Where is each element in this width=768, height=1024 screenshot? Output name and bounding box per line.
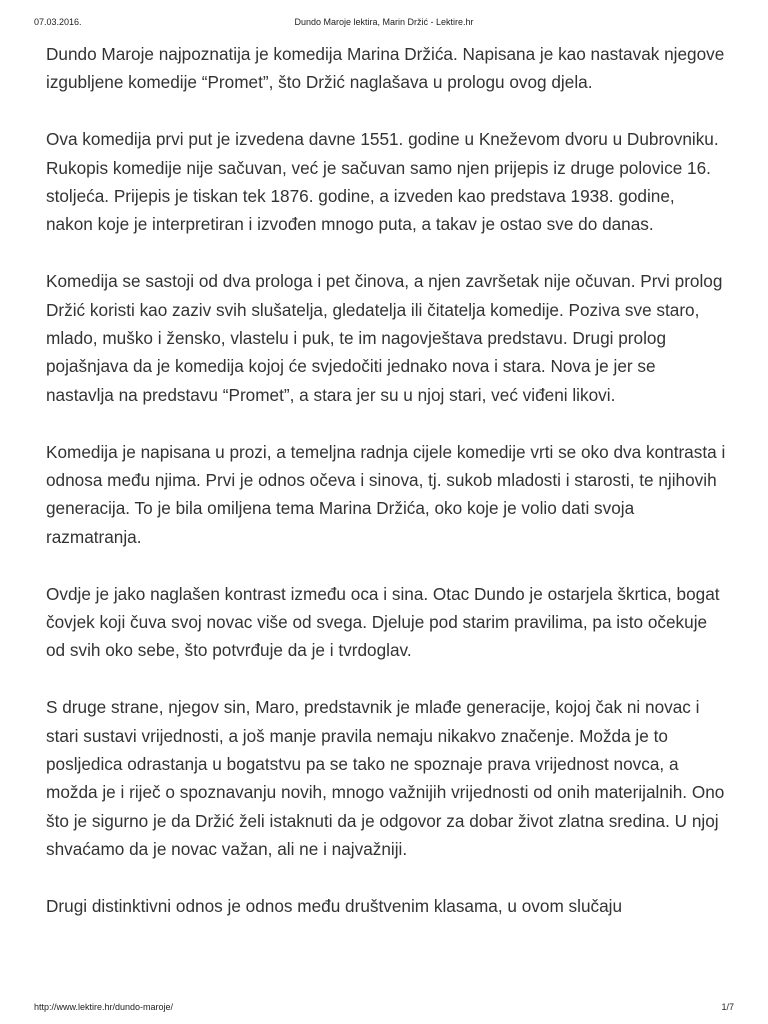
article-paragraph-7: Drugi distinktivni odnos je odnos među društvenim klasama, u ovom slučaju: [46, 896, 623, 917]
article-paragraph-3: Komedija se sastoji od dva prologa i pet činova, a njen završetak nije očuvan. Prvi prolog Držić koristi kao zaziv svih slušatelja, gledatelja ili čitatelja komedije. Poziva sve staro, mlado, muško i žensko, vlastelu i puk, te im nagovještava predstavu. Drugi prolog pojašnjava da je komedija kojoj će svjedočiti jednako nova i stara. Nova je jer se nastavlja na predstavu “Promet”, a stara jer su u njoj stari, već viđeni likovi.: [46, 271, 723, 405]
print-header: [34, 17, 734, 31]
article-paragraph-1: Dundo Maroje najpoznatija je komedija Marina Držića. Napisana je kao nastavak njegove izgubljene komedije “Promet”, što Držić naglašava u prologu ovog djela.: [46, 44, 725, 93]
print-page-title: Dundo Maroje lektira, Marin Držić - Lektire.hr: [294, 17, 474, 27]
article-body: [46, 40, 726, 949]
page-number: 1/7: [721, 1002, 734, 1012]
article-paragraph-4: Komedija je napisana u prozi, a temeljna radnja cijele komedije vrti se oko dva kontrasta i odnosa među njima. Prvi je odnos očeva i sinova, tj. sukob mladosti i starosti, te njihovih generacija. To je bila omiljena tema Marina Držića, oko koje je volio dati svoja razmatranja.: [46, 441, 726, 547]
print-footer: [34, 1002, 734, 1016]
page-url: http://www.lektire.hr/dundo-maroje/: [34, 1002, 174, 1012]
article-paragraph-5: Ovdje je jako naglašen kontrast između oca i sina. Otac Dundo je ostarjela škrtica, bogat čovjek koji čuva svoj novac više od svega. Djeluje pod starim pravilima, pa isto očekuje od svih oko sebe, što potvrđuje da je i tvrdoglav.: [46, 583, 720, 661]
article-paragraph-6: S druge strane, njegov sin, Maro, predstavnik je mlađe generacije, kojoj čak ni novac i stari sustavi vrijednosti, a još manje pravila nemaju nikakvo značenje. Možda je to posljedica odrastanja u bogatstvu pa se tako ne spoznaje prava vrijednost novca, a možda je i riječ o spoznavanju novih, mnogo važnijih vrijednosti od onih materijalnih. Ono što je sigurno je da Držić želi istaknuti da je odgovor za dobar život zlatna sredina. U njoj shvaćamo da je novac važan, ali ne i najvažniji.: [46, 697, 725, 860]
print-date: 07.03.2016.: [34, 17, 82, 27]
article-paragraph-2: Ova komedija prvi put je izvedena davne 1551. godine u Kneževom dvoru u Dubrovniku. Rukopis komedije nije sačuvan, već je sačuvan samo njen prijepis iz druge polovice 16. stoljeća. Prijepis je tiskan tek 1876. godine, a izveden kao predstava 1938. godine, nakon koje je interpretiran i izvođen mnogo puta, a takav je ostao sve do danas.: [46, 129, 719, 235]
